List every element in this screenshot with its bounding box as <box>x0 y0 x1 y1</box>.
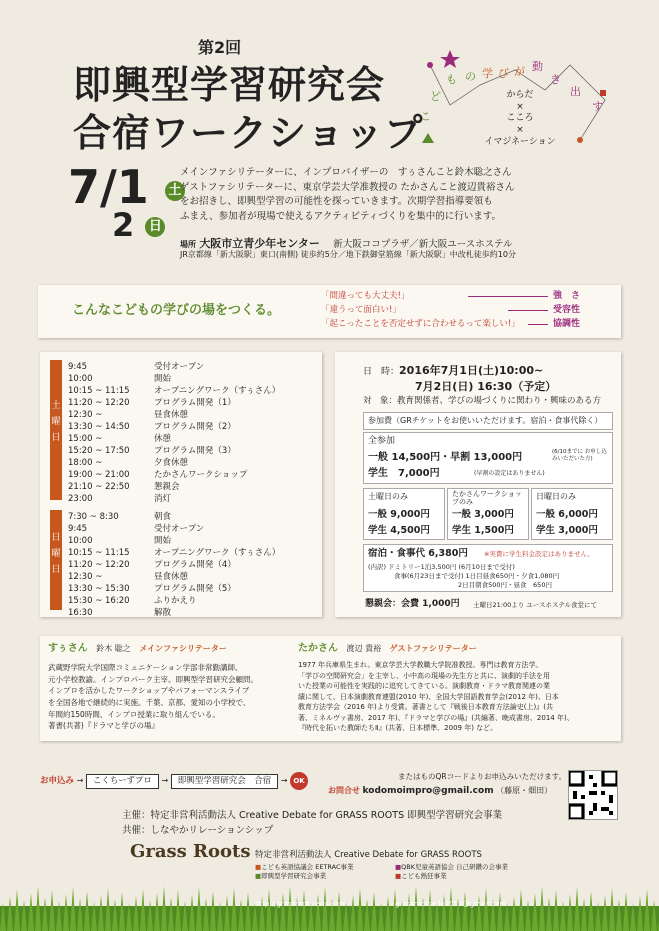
contact-names: （藤原・畑田） <box>496 786 553 795</box>
schedule-time: 13:30 ~ 14:50 <box>68 422 130 432</box>
bio-line: 著、ミネルヴァ書房、2017 年)、『ドラマと学びの場』(共編著、晩成書房、2014 年)、 <box>298 713 574 722</box>
learn-char: 出 <box>570 85 581 98</box>
schedule-row <box>68 444 236 456</box>
sun-fee-box <box>531 488 613 540</box>
edition-label: 第2回 <box>198 38 242 57</box>
schedule-row <box>68 534 171 546</box>
venue-name: 大阪市立青少年センター <box>199 237 320 250</box>
sun-head: 日曜日のみ <box>536 492 576 501</box>
host-2-role: ゲストファシリテーター <box>389 644 477 653</box>
intro-line: ふまえ、参加者が現場で使えるアクティビティづくりを集中的に行います。 <box>180 211 502 223</box>
organizer: 主催：特定非営利活動法人 Creative Debate for GRASS ROOTS 即興型学習研究会事業 <box>122 810 503 821</box>
banner-line: 「違うって面白い!」 <box>321 305 401 315</box>
schedule-event: オープニングワーク（すぅさん） <box>154 386 281 396</box>
date-line-2: 7月2日(日) 16:30（予定） <box>415 380 557 393</box>
bio-line: インプロを活かしたワークショップやパフォーマンスライブ <box>48 686 250 696</box>
schedule-row <box>68 582 236 594</box>
grass-roots-logo: Grass Roots <box>130 841 251 862</box>
full-fee-box <box>363 432 613 484</box>
early-note: (6/10までに お申し込みいただいた方) <box>552 449 607 462</box>
schedule-time: 12:30 ~ <box>68 410 103 420</box>
host-1-header <box>48 642 227 655</box>
date-2: 2 <box>112 206 135 244</box>
schedule-time: 10:15 ~ 11:15 <box>68 386 130 396</box>
bullet-icon: ■ <box>255 871 262 880</box>
learn-char: が <box>514 65 525 78</box>
host-2-bio <box>298 660 574 734</box>
host-1-name: 鈴木 聡之 <box>96 644 131 653</box>
schedule-row <box>68 360 204 372</box>
taka-fee-box <box>447 488 529 540</box>
full-label: 全参加 <box>368 436 396 446</box>
schedule-time: 15:20 ~ 17:50 <box>68 446 130 456</box>
bio-line: 武蔵野学院大学国際コミュニケーション学部非常勤講師、 <box>48 663 243 672</box>
party-note: 土曜日21:00より ユースホステル食堂にて <box>473 601 598 609</box>
learn-char: 学 <box>482 67 493 80</box>
schedule-event: プログラム開発（5） <box>154 584 236 594</box>
schedule-event: 懇親会 <box>154 482 180 492</box>
schedule-row <box>68 372 171 384</box>
learn-char: も <box>446 73 457 86</box>
schedule-event: 開始 <box>154 536 172 546</box>
bio-line: 年間約150時間、インプロ授業に取り組んでいる。 <box>48 709 220 719</box>
connector-line <box>468 296 548 297</box>
intro-line: をお招きし、即興型学習の可能性を探っていきます。次期学習指導要領も <box>180 196 493 208</box>
project-item: こども熱狂事業 <box>401 871 447 880</box>
email-link[interactable]: kodomoimpro@gmail.com <box>362 786 494 796</box>
learning-items <box>475 90 565 148</box>
lodging-box <box>363 544 613 592</box>
banner-line: 「起こったことを否定せずに合わせるって楽しい!」 <box>321 319 520 329</box>
schedule-row <box>68 522 204 534</box>
connector-line <box>528 324 548 325</box>
schedule-panel <box>40 352 322 617</box>
bio-line: 1977 年兵庫県生まれ。東京学芸大学教職大学院准教授。専門は教育方法学。 <box>298 661 543 669</box>
schedule-time: 11:20 ~ 12:20 <box>68 398 130 408</box>
schedule-event: 夕食休憩 <box>154 458 189 468</box>
event-date <box>363 362 543 378</box>
host-1-nick: すぅさん <box>48 643 88 654</box>
intro-line: ゲストファシリテーターに、東京学芸大学准教授の たかさんこと渡辺貴裕さん <box>180 181 515 193</box>
arrow-icon: → <box>76 776 84 785</box>
schedule-row <box>68 594 197 606</box>
sat-head: 土曜日のみ <box>368 492 408 501</box>
taka-general: 一般 3,000円 <box>452 509 514 520</box>
host-1-role: メインファシリテーター <box>139 644 227 653</box>
banner-line: 「間違っても大丈夫!」 <box>321 291 410 301</box>
schedule-event: 昼食休憩 <box>154 410 189 420</box>
learn-char: び <box>498 67 509 80</box>
sun-general: 一般 6,000円 <box>536 509 598 520</box>
schedule-time: 10:00 <box>68 536 93 546</box>
qr-note: またはものQRコードよりお申込みいただけます。 <box>398 772 567 781</box>
schedule-time: 13:30 ~ 15:30 <box>68 584 130 594</box>
lodging-note: ※実費に学生料金設定はありません。 <box>484 550 594 558</box>
venue-note: 新大阪ココプラザ／新大阪ユースホステル <box>333 239 513 250</box>
apply-flow <box>40 772 308 790</box>
sun-student: 学生 3,000円 <box>536 525 598 536</box>
title-line-2: 合宿ワークショップ <box>73 111 424 155</box>
host-2-nick: たかさん <box>298 643 338 654</box>
event-target <box>363 396 601 407</box>
schedule-event: オープニングワーク（すぅさん） <box>154 548 281 558</box>
schedule-event: 受付オープン <box>154 362 205 372</box>
schedule-time: 10:00 <box>68 374 93 384</box>
learning-banner <box>38 285 621 338</box>
apply-label: お申込み <box>40 776 75 786</box>
intro-line: メインファシリテーターに、インプロバイザーの すぅさんこと鈴木聡之さん <box>180 167 512 178</box>
schedule-row <box>68 558 236 570</box>
sat-student: 学生 4,500円 <box>368 525 430 536</box>
bio-line: を全国各地で継続的に実施。千葉、京都、愛知の小学校で、 <box>48 697 251 707</box>
schedule-time: 21:10 ~ 22:50 <box>68 482 130 492</box>
access-info: JR京都線「新大阪駅」東口(南側) 徒歩約5分／地下鉄御堂筋線「新大阪駅」中改札徒歩約10分 <box>180 250 516 259</box>
schedule-event: 開始 <box>154 374 172 384</box>
banner-result: 協調性 <box>553 319 581 329</box>
project-list-2 <box>395 863 508 881</box>
org-name: 特定非営利活動法人 Creative Debate for GRASS ROOTS <box>255 850 482 860</box>
schedule-event: たかさんワークショップ <box>154 470 248 480</box>
venue <box>180 235 513 251</box>
bio-line: 著書(共著)『ドラマと学びの場』 <box>48 721 159 731</box>
schedule-row <box>68 546 280 558</box>
schedule-event: 受付オープン <box>154 524 205 534</box>
schedule-time: 18:00 ~ <box>68 458 103 468</box>
schedule-event: プログラム開発（2） <box>154 422 236 432</box>
day-2-label: 日曜日 <box>50 510 62 610</box>
banner-result: 受容性 <box>553 305 581 315</box>
date-1: 7/1 <box>68 160 149 214</box>
project-item: こども英語協議会 EETRAC事業 <box>261 863 354 871</box>
learning-item: × <box>516 125 524 136</box>
schedule-time: 23:00 <box>68 494 93 504</box>
learn-char: ど <box>430 90 441 103</box>
bio-line: いた授業の可能性を実践的に追究してきている。演劇教育・ドラマ教育関連の業 <box>298 682 550 690</box>
taka-head: たかさんワークショップのみ <box>452 490 522 506</box>
fee-title: 参加費（GRチケットをお使いいただけます。宿泊・食事代除く） <box>368 416 603 425</box>
intro-text <box>180 166 640 225</box>
full-general-fee: 一般 14,500円・早割 13,000円 <box>368 452 523 463</box>
qr-code-graphic <box>569 771 617 819</box>
lodging-detail: (内訳) ドミトリー1泊3,500円 (6月10日まで受付) <box>368 563 515 571</box>
schedule-event: プログラム開発（1） <box>154 398 236 408</box>
schedule-event: ふりかえり <box>154 596 197 606</box>
schedule-time: 11:20 ~ 12:20 <box>68 560 130 570</box>
learn-char: こ <box>420 110 431 123</box>
schedule-event: プログラム開発（3） <box>154 446 236 456</box>
schedule-row <box>68 420 236 432</box>
schedule-event: 昼食休憩 <box>154 572 189 582</box>
schedule-row <box>68 468 247 480</box>
cosponsor: 共催：しなやかリレーションシップ <box>122 825 274 836</box>
project-item: 即興型学習研究会事業 <box>261 871 327 880</box>
schedule-time: 12:30 ~ <box>68 572 103 582</box>
target-text: 教育関係者、学びの場づくりに関わり・興味のある方 <box>397 396 602 406</box>
hosts-panel <box>40 636 621 741</box>
qr-code[interactable] <box>568 770 618 820</box>
host-2-header <box>298 642 477 655</box>
ok-badge: OK <box>290 772 308 790</box>
bio-line: 『時代を拓いた教師たちⅡ』(共著、日本標準、2009 年) など。 <box>298 724 498 732</box>
schedule-time: 9:45 <box>68 524 88 534</box>
inquiry-label: お問合せ <box>328 786 360 795</box>
date-day-2 <box>112 206 165 244</box>
schedule-row <box>68 396 236 408</box>
inquiry <box>328 786 552 798</box>
schedule-time: 10:15 ~ 11:15 <box>68 548 130 558</box>
bullet-icon: ■ <box>395 863 402 871</box>
learning-item: イマジネーション <box>484 136 556 147</box>
date-label: 日 時： <box>363 367 400 377</box>
arrow-icon: → <box>280 776 288 785</box>
schedule-event: 消灯 <box>154 494 172 504</box>
schedule-row <box>68 456 188 468</box>
learning-words <box>420 45 620 175</box>
bio-line: 「学びの空間研究会」を主宰し、小中高の現場の先生方と共に、演劇的手法を用 <box>298 671 550 680</box>
learning-item: × <box>516 101 524 112</box>
title-line-1: 即興型学習研究会 <box>73 63 386 107</box>
bio-line: 績に関して、日本演劇教育連盟(2010 年)、全国大学国語教育学会(2012 年)、日本 <box>298 692 559 701</box>
website-link[interactable]: http://grassroots-edu.com <box>255 900 346 908</box>
schedule-time: 15:00 ~ <box>68 434 103 444</box>
bio-line: 教育方法学会（2016 年)より受賞。著書として『戦後日本教育方法論史(上)』(共 <box>298 703 553 711</box>
taka-student: 学生 1,500円 <box>452 525 514 536</box>
schedule-time: 7:30 ~ 8:30 <box>68 512 119 522</box>
banner-result: 強 さ <box>553 291 581 301</box>
fee-header <box>363 412 613 430</box>
learning-item: こころ <box>506 113 534 124</box>
target-label: 対 象： <box>363 396 398 406</box>
lodging-detail: 食事(6月23日まで受付) 1日目昼食650円・夕食1,080円 <box>394 572 560 580</box>
schedule-event: 解散 <box>154 608 172 618</box>
learning-graphic <box>420 45 620 175</box>
event-info-panel <box>335 352 621 617</box>
schedule-event: 休憩 <box>154 434 172 444</box>
bullet-icon: ■ <box>395 871 402 880</box>
party-fee: 懇親会：会費 1,000円 <box>365 599 460 609</box>
learn-char: の <box>465 70 476 83</box>
workshop-link[interactable]: 即興型学習研究会 合宿 <box>171 774 279 789</box>
kokuchi-link[interactable]: こくちーずプロ <box>86 774 159 789</box>
schedule-event: 朝食 <box>154 512 172 522</box>
schedule-row <box>68 408 188 420</box>
schedule-time: 16:30 <box>68 608 93 618</box>
host-2-name: 渡辺 貴裕 <box>346 644 382 653</box>
schedule-row <box>68 480 180 492</box>
tagline: こんなこどもの学びの場をつくる。 <box>72 303 281 318</box>
project-list <box>255 863 354 881</box>
schedule-time: 19:00 ~ 21:00 <box>68 470 130 480</box>
lodging-detail: 2日目朝食500円・昼食 650円 <box>458 581 552 589</box>
schedule-row <box>68 384 280 396</box>
bio-line: 元小学校教諭。インプロパーク主宰。即興型学習研究会顧問。 <box>48 674 258 684</box>
project-item: QBK児童英語協会 自己研鑽の会事業 <box>401 863 509 871</box>
schedule-time: 15:30 ~ 16:20 <box>68 596 130 606</box>
day-1-label: 土曜日 <box>50 360 62 500</box>
lodging-fee: 宿泊・食事代 6,380円 <box>368 548 468 559</box>
student-note: (早割の設定はありません) <box>474 470 545 477</box>
full-student-fee: 学生 7,000円 <box>368 468 440 479</box>
sat-general: 一般 9,000円 <box>368 509 430 520</box>
schedule-time: 9:45 <box>68 362 88 372</box>
schedule-row <box>68 570 188 582</box>
schedule-event: プログラム開発（4） <box>154 560 236 570</box>
learn-char: す <box>592 100 603 113</box>
schedule-row <box>68 510 171 522</box>
email-2-link[interactable]: grassrootsedu2012@gmail.com <box>395 900 507 908</box>
connector-line <box>508 310 548 311</box>
schedule-row <box>68 492 171 504</box>
day-1-badge: 土 <box>165 181 185 201</box>
schedule-row <box>68 606 171 618</box>
venue-label: 場所 <box>180 240 196 249</box>
day-2-badge: 日 <box>145 217 165 237</box>
host-1-bio <box>48 662 258 732</box>
learning-item: からだ <box>506 90 534 100</box>
bullet-icon: ■ <box>255 863 262 871</box>
arrow-icon: → <box>161 776 169 785</box>
learn-char: き <box>550 73 561 86</box>
schedule-row <box>68 432 171 444</box>
date-line-1: 2016年7月1日(土)10:00~ <box>399 364 544 377</box>
learn-char: 動 <box>532 60 543 73</box>
sat-fee-box <box>363 488 445 540</box>
